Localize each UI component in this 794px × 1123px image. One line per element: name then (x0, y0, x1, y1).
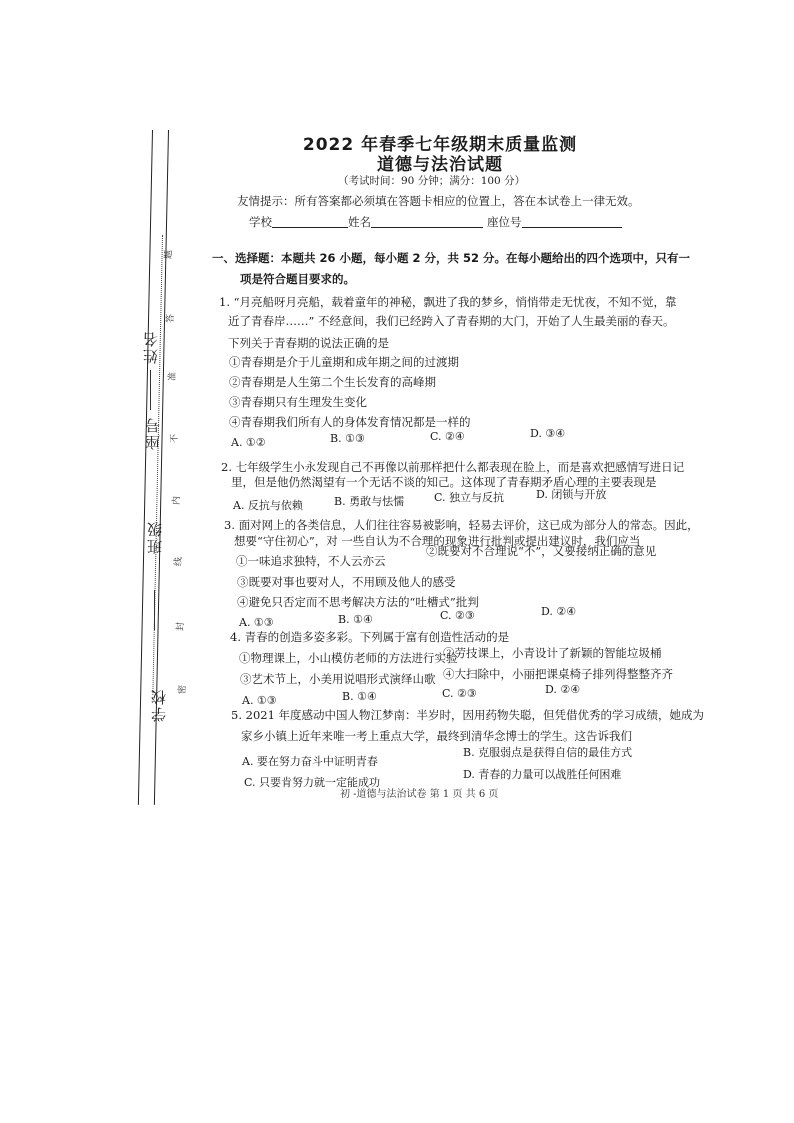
margin-school-label: 学校 (150, 688, 168, 722)
q3-option-b[interactable]: B. ①④ (338, 613, 373, 626)
q2-option-a[interactable]: A. 反抗与依赖 (233, 499, 303, 512)
q1-statement: ①青春期是介于儿童期和成年期之间的过渡期 (229, 355, 459, 369)
seal-char: 答 (165, 313, 177, 324)
q1-question: 下列关于青春期的说法正确的是 (228, 336, 389, 350)
q5-option-d[interactable]: D. 青春的力量可以战胜任何困难 (463, 768, 622, 781)
q4-statement: ②劳技课上，小青设计了新颖的智能垃圾桶 (443, 646, 662, 660)
q3-statement: ④避免只否定而不思考解决方法的“吐槽式”批判 (237, 595, 479, 609)
seal-char: 内 (171, 495, 183, 506)
q4-option-a[interactable]: A. ①③ (242, 694, 277, 707)
q4-option-c[interactable]: C. ②③ (442, 687, 477, 700)
q3-stem-cont: 想要“守住初心”，对 一些自认为不合理的现象进行批判或提出建议时，我们应当 (234, 534, 641, 548)
exam-title: 2022 年春季七年级期末质量监测 (302, 135, 578, 155)
seal-char: 密 (177, 684, 189, 695)
q4-stem: 4. 青春的创造多姿多彩。下列属于富有创造性活动的是 (230, 630, 510, 644)
q4-option-b[interactable]: B. ①④ (342, 690, 377, 703)
q3-statement: ②既要对不合理说“不”，又要接纳正确的意见 (426, 544, 657, 558)
q1-option-d[interactable]: D. ③④ (530, 427, 566, 440)
q3-statement: ③既要对事也要对人，不用顾及他人的感受 (237, 575, 456, 589)
seal-char: 封 (175, 621, 187, 632)
q1-stem-cont: 近了青春岸……” 不经意间，我们已经跨入了青春期的大门，开始了人生最美丽的春天。 (228, 314, 675, 328)
school-label: 学校 (249, 215, 272, 229)
q3-stem: 3. 面对网上的各类信息，人们往往容易被影响，轻易去评价，这已成为部分人的常态。因此， (224, 518, 699, 532)
exam-subject-title: 道德与法治试题 (377, 155, 503, 175)
q1-statement: ④青春期我们所有人的身体发育情况都是一样的 (229, 415, 471, 429)
exam-tip: 友情提示：所有答案都必须填在答题卡相应的位置上，答在本试卷上一律无效。 (237, 194, 640, 208)
q4-statement: ①物理课上，小山模仿老师的方法进行实验 (239, 651, 458, 665)
q3-option-d[interactable]: D. ②④ (541, 605, 577, 618)
seal-char: 题 (163, 249, 175, 260)
section-heading: 一、选择题：本题共 26 小题，每小题 2 分，共 52 分。在每小题给出的四个选项中，只有一 (212, 251, 691, 265)
seal-char: 不 (169, 433, 181, 444)
q4-option-d[interactable]: D. ②④ (545, 683, 581, 696)
margin-name-blank (150, 370, 151, 410)
q4-statement: ④大扫除中，小丽把课桌椅子排列得整整齐齐 (443, 667, 673, 681)
page-footer: 初 -道德与法治试卷 第 1 页 共 6 页 (340, 789, 499, 800)
q5-option-b[interactable]: B. 克服弱点是获得自信的最佳方式 (463, 746, 633, 759)
q1-option-a[interactable]: A. ①② (231, 436, 266, 449)
seal-char: 准 (167, 371, 179, 382)
seal-char: 线 (173, 556, 185, 567)
q5-stem: 5. 2021 年度感动中国人物江梦南：半岁时，因用药物失聪，但凭借优秀的学习成绩，她成为 (231, 708, 705, 722)
student-info-row (249, 214, 622, 230)
q2-stem-cont: 里，但是他仍然渴望有一个无话不谈的知己。这体现了青春期矛盾心理的主要表现是 (231, 475, 657, 489)
q4-statement: ③艺术节上，小美用说唱形式演绎山歌 (240, 672, 436, 686)
seat-label: 座位号 (487, 215, 522, 229)
school-blank (272, 215, 348, 228)
q1-statement: ②青春期是人生第二个生长发育的高峰期 (229, 375, 436, 389)
q1-statement: ③青春期只有生理发生变化 (229, 395, 367, 409)
q5-option-c[interactable]: C. 只要肯努力就一定能成功 (244, 776, 381, 789)
q3-option-a[interactable]: A. ①③ (239, 616, 274, 629)
exam-info: （考试时间：90 分钟；满分：100 分） (338, 175, 526, 187)
margin-class-blank (154, 590, 155, 630)
q1-option-b[interactable]: B. ①③ (330, 432, 365, 445)
q2-option-b[interactable]: B. 勇敢与怯懦 (334, 495, 405, 508)
margin-name-label: 姓名 (142, 330, 160, 364)
q5-stem-cont: 家乡小镇上近年来唯一考上重点大学，最终到清华念博士的学生。这告诉我们 (241, 729, 632, 743)
section-heading-cont: 项是符合题目要求的。 (240, 272, 355, 286)
q3-option-c[interactable]: C. ②③ (440, 609, 475, 622)
name-blank (371, 215, 483, 228)
seat-blank (522, 215, 622, 228)
margin-class-label: 班级 (146, 520, 164, 554)
q2-option-d[interactable]: D. 闭锁与开放 (536, 488, 607, 501)
q2-option-c[interactable]: C. 独立与反抗 (434, 491, 505, 504)
name-label: 姓名 (348, 215, 371, 229)
q1-option-c[interactable]: C. ②④ (430, 430, 465, 443)
q2-stem: 2. 七年级学生小永发现自己不再像以前那样把什么都表现在脸上，而是喜欢把感情写进日记 (221, 460, 685, 474)
margin-seat-label: 座号 (144, 416, 162, 450)
q3-statement: ①一味追求独特，不人云亦云 (236, 554, 386, 568)
q1-stem: 1. “月亮船呀月亮船，载着童年的神秘，飘进了我的梦乡，悄悄带走无忧夜，不知不觉，靠 (219, 295, 677, 309)
q5-option-a[interactable]: A. 要在努力奋斗中证明青春 (242, 755, 378, 768)
